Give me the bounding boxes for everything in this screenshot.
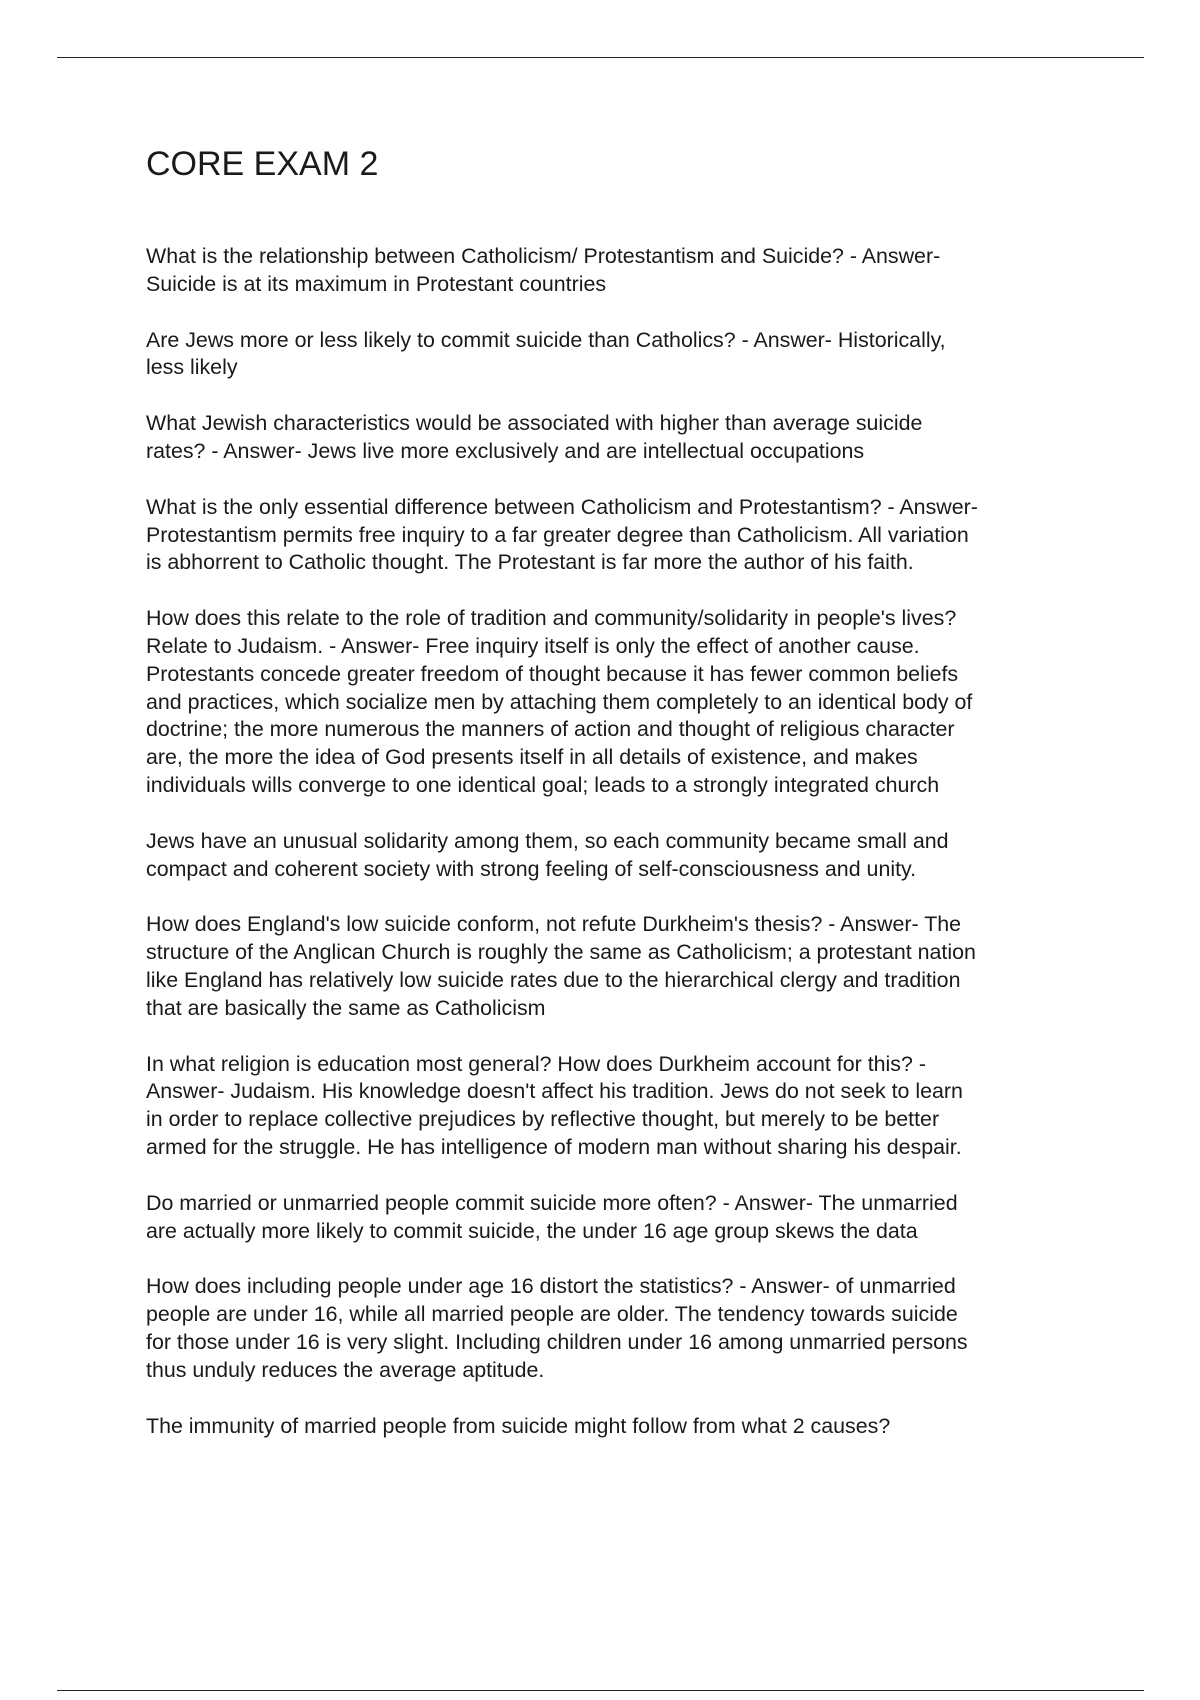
qa-paragraph-1: What is the relationship between Catholicism/ Protestantism and Suicide? - Answer- Suicide is at its maximum in Protestant countries (146, 244, 941, 296)
qa-list (146, 243, 1106, 1468)
qa-paragraph-10: How does including people under age 16 distort the statistics? - Answer- of unmarried people are under 16, while all married people are older. The tendency towards suicide for those under 16 is very slight. Including children under 16 among unmarried persons thus unduly reduces the average aptitude. (146, 1274, 968, 1382)
qa-paragraph-2: Are Jews more or less likely to commit suicide than Catholics? - Answer- Historically, less likely (146, 327, 946, 380)
qa-paragraph-7: How does England's low suicide conform, not refute Durkheim's thesis? - Answer- The structure of the Anglican Church is roughly the same as Catholicism; a protestant nation like England has relatively low suicide rates due to the hierarchical clergy and tradition that are basically the same as Catholicism (146, 912, 976, 1020)
qa-paragraph-4: What is the only essential difference between Catholicism and Protestantism? - Answer- Protestantism permits free inquiry to a far greater degree than Catholicism. All variation is abhorrent to Catholic thought. The Protestant is far more the author of his faith. (146, 494, 978, 575)
qa-paragraph-6: Jews have an unusual solidarity among them, so each community became small and compact and coherent society with strong feeling of self-consciousness and unity. (146, 828, 949, 881)
bottom-divider (57, 1690, 1144, 1691)
qa-paragraph-11: The immunity of married people from suicide might follow from what 2 causes? (146, 1413, 891, 1438)
document-title: CORE EXAM 2 (146, 145, 379, 183)
qa-paragraph-3: What Jewish characteristics would be associated with higher than average suicide rates? - Answer- Jews live more exclusively and are intellectual occupations (146, 411, 923, 463)
top-divider (57, 57, 1144, 58)
qa-paragraph-9: Do married or unmarried people commit suicide more often? - Answer- The unmarried are actually more likely to commit suicide, the under 16 age group skews the data (146, 1190, 958, 1243)
qa-paragraph-5: How does this relate to the role of tradition and community/solidarity in people's lives? Relate to Judaism. - Answer- Free inquiry itself is only the effect of another cause. Protestants concede greater freedom of thought because it has fewer common beliefs and practices, which socialize men by attaching them completely to an identical body of doctrine; the more numerous the manners of action and thought of religious character are, the more the idea of God presents itself in all details of existence, and makes individuals wills converge to one identical goal; leads to a strongly integrated church (146, 606, 973, 797)
qa-paragraph-8: In what religion is education most general? How does Durkheim account for this? - Answer- Judaism. His knowledge doesn't affect his tradition. Jews do not seek to learn in order to replace collective prejudices by reflective thought, but merely to be better armed for the struggle. He has intelligence of modern man without sharing his despair. (146, 1051, 963, 1159)
